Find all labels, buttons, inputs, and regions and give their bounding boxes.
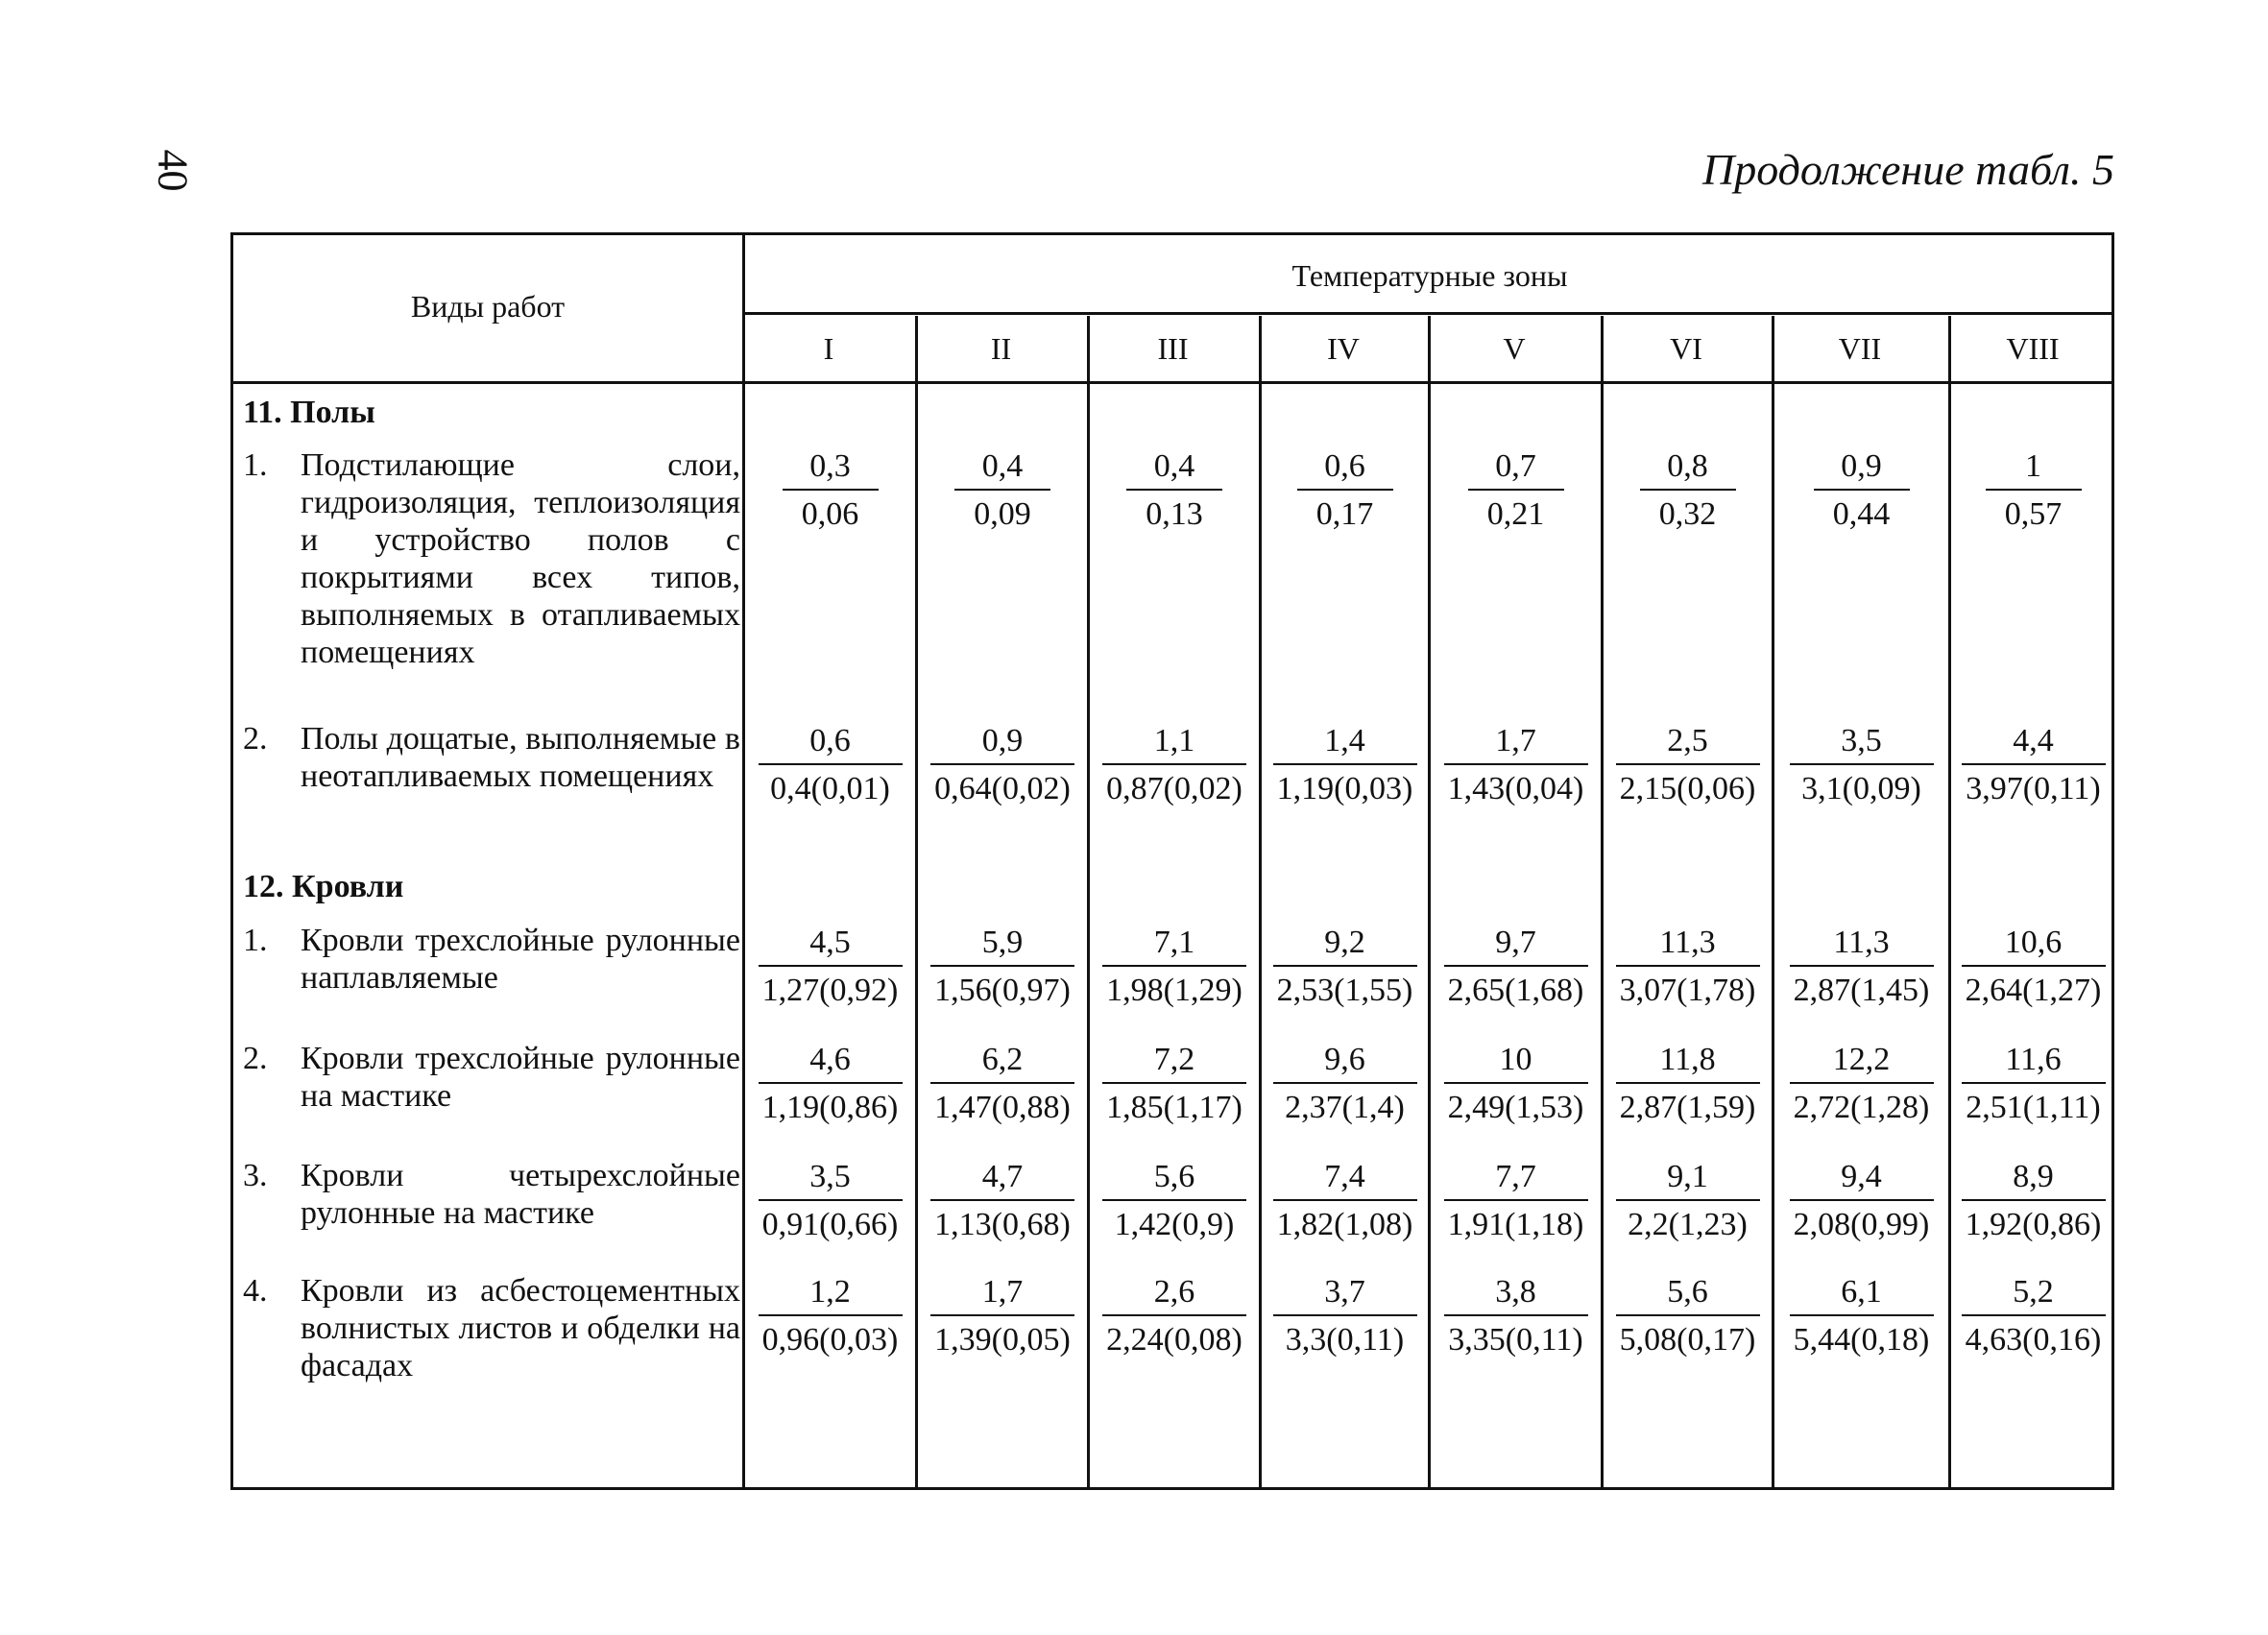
- value-numerator: 5,6: [1667, 1274, 1708, 1310]
- fraction-bar: [1986, 489, 2082, 491]
- value-denominator: 0,09: [974, 496, 1031, 532]
- value-cell: [1951, 925, 2115, 1009]
- value-cell: [1604, 1274, 1772, 1358]
- value-numerator: 2,6: [1153, 1274, 1195, 1310]
- value-numerator: 9,7: [1495, 925, 1536, 960]
- value-cell: [1951, 448, 2115, 533]
- fraction-bar: [759, 1082, 903, 1084]
- fraction-bar: [930, 763, 1074, 765]
- value-denominator: 1,42(0,9): [1114, 1207, 1235, 1242]
- value-denominator: 1,85(1,17): [1106, 1090, 1243, 1125]
- value-numerator: 2,5: [1667, 723, 1708, 758]
- value-cell: [918, 1274, 1087, 1358]
- value-denominator: 1,56(0,97): [934, 973, 1071, 1008]
- value-cell: [1431, 723, 1601, 807]
- value-cell: [1431, 1274, 1601, 1358]
- value-numerator: 7,7: [1495, 1159, 1536, 1194]
- row-number: 1.: [243, 923, 268, 958]
- row-number: 2.: [243, 1041, 268, 1076]
- value-denominator: 0,57: [2004, 496, 2063, 532]
- row-number: 1.: [243, 447, 268, 483]
- value-denominator: 5,44(0,18): [1793, 1322, 1930, 1358]
- fraction-bar: [1616, 965, 1760, 967]
- value-denominator: 2,72(1,28): [1793, 1090, 1930, 1125]
- value-denominator: 1,82(1,08): [1276, 1207, 1413, 1242]
- fraction-bar: [1273, 965, 1417, 967]
- row-description: Кровли четырехслойные рулонные на мастике: [301, 1158, 740, 1231]
- row-description: Подстилающие слои, гидроизоляция, теплоизоляция и устройство полов с покрытиями всех типов, выполняемых в отапливаемых помещениях: [301, 447, 740, 670]
- value-denominator: 3,1(0,09): [1801, 771, 1921, 806]
- value-denominator: 0,32: [1658, 496, 1717, 532]
- row-number: 3.: [243, 1158, 268, 1193]
- value-denominator: 1,43(0,04): [1447, 771, 1584, 806]
- zone-label-8: VIII: [2006, 331, 2060, 366]
- value-denominator: 2,87(1,59): [1619, 1090, 1756, 1125]
- value-denominator: 1,27(0,92): [761, 973, 899, 1008]
- group-title-floors: 11. Полы: [243, 395, 375, 430]
- zone-label-7: VII: [1838, 331, 1882, 366]
- fraction-bar: [1790, 1082, 1934, 1084]
- value-denominator: 3,35(0,11): [1448, 1322, 1583, 1358]
- fraction-bar: [1790, 1314, 1934, 1316]
- value-cell: [1774, 448, 1948, 533]
- value-numerator: 7,1: [1153, 925, 1195, 960]
- value-denominator: 3,3(0,11): [1285, 1322, 1405, 1358]
- value-numerator: 1,2: [809, 1274, 851, 1310]
- value-denominator: 2,37(1,4): [1285, 1090, 1405, 1125]
- fraction-bar: [1273, 1314, 1417, 1316]
- fraction-bar: [1962, 1314, 2106, 1316]
- value-cell: [1262, 723, 1428, 807]
- value-cell: [745, 1159, 915, 1243]
- fraction-bar: [1444, 1082, 1588, 1084]
- value-cell: [1090, 1274, 1259, 1358]
- zone-label-2: II: [990, 331, 1012, 366]
- value-cell: [1951, 723, 2115, 807]
- value-cell: [1090, 448, 1259, 533]
- value-denominator: 2,2(1,23): [1628, 1207, 1748, 1242]
- fraction-bar: [1616, 763, 1760, 765]
- row-number: 2.: [243, 721, 268, 757]
- value-denominator: 2,53(1,55): [1276, 973, 1413, 1008]
- header-bottom-rule: [233, 381, 2111, 384]
- value-numerator: 0,4: [981, 448, 1024, 484]
- fraction-bar: [1616, 1199, 1760, 1201]
- value-numerator: 5,2: [2013, 1274, 2054, 1310]
- value-numerator: 3,8: [1495, 1274, 1536, 1310]
- value-cell: [745, 448, 915, 533]
- value-denominator: 0,44: [1832, 496, 1891, 532]
- group-title-roofs: 12. Кровли: [243, 869, 404, 904]
- fraction-bar: [930, 1314, 1074, 1316]
- value-numerator: 0,8: [1667, 448, 1708, 484]
- fraction-bar: [1444, 965, 1588, 967]
- value-numerator: 11,6: [2005, 1042, 2062, 1077]
- value-numerator: 0,9: [981, 723, 1024, 758]
- fraction-bar: [1962, 763, 2106, 765]
- fraction-bar: [759, 965, 903, 967]
- value-cell: [1090, 1042, 1259, 1126]
- value-denominator: 0,91(0,66): [761, 1207, 899, 1242]
- value-cell: [1604, 448, 1772, 533]
- fraction-bar: [1102, 1082, 1246, 1084]
- fraction-bar: [1273, 1199, 1417, 1201]
- value-cell: [1774, 925, 1948, 1009]
- value-denominator: 1,91(1,18): [1447, 1207, 1584, 1242]
- fraction-bar: [1102, 965, 1246, 967]
- fraction-bar: [759, 1314, 903, 1316]
- data-table: [230, 232, 2114, 1490]
- row-description: Кровли трехслойные рулонные на мастике: [301, 1041, 740, 1114]
- value-cell: [1604, 723, 1772, 807]
- value-denominator: 2,24(0,08): [1106, 1322, 1243, 1358]
- value-denominator: 4,63(0,16): [1965, 1322, 2102, 1358]
- fraction-bar: [1814, 489, 1910, 491]
- value-cell: [1431, 1042, 1601, 1126]
- value-numerator: 0,4: [1153, 448, 1195, 484]
- value-numerator: 9,6: [1324, 1042, 1365, 1077]
- value-numerator: 6,2: [981, 1042, 1024, 1077]
- value-denominator: 1,19(0,86): [761, 1090, 899, 1125]
- value-numerator: 3,7: [1324, 1274, 1365, 1310]
- value-numerator: 1: [2025, 448, 2041, 484]
- fraction-bar: [1790, 763, 1934, 765]
- value-numerator: 6,1: [1841, 1274, 1882, 1310]
- value-cell: [1090, 925, 1259, 1009]
- fraction-bar: [1273, 763, 1417, 765]
- value-numerator: 9,2: [1324, 925, 1365, 960]
- page-number: 40: [149, 149, 197, 192]
- value-numerator: 4,7: [981, 1159, 1024, 1194]
- fraction-bar: [1962, 965, 2106, 967]
- fraction-bar: [1616, 1082, 1760, 1084]
- fraction-bar: [1444, 763, 1588, 765]
- value-numerator: 1,7: [981, 1274, 1024, 1310]
- fraction-bar: [1790, 1199, 1934, 1201]
- value-numerator: 5,9: [981, 925, 1024, 960]
- fraction-bar: [783, 489, 879, 491]
- value-numerator: 12,2: [1832, 1042, 1891, 1077]
- value-cell: [1774, 1042, 1948, 1126]
- value-denominator: 0,4(0,01): [770, 771, 890, 806]
- value-denominator: 1,19(0,03): [1276, 771, 1413, 806]
- value-denominator: 2,08(0,99): [1793, 1207, 1930, 1242]
- fraction-bar: [1962, 1199, 2106, 1201]
- value-cell: [1262, 1159, 1428, 1243]
- header-zones-rule: [742, 312, 2111, 315]
- value-numerator: 7,4: [1324, 1159, 1365, 1194]
- value-cell: [918, 1042, 1087, 1126]
- value-denominator: 3,97(0,11): [1966, 771, 2101, 806]
- value-cell: [1951, 1159, 2115, 1243]
- value-denominator: 1,92(0,86): [1965, 1207, 2102, 1242]
- value-denominator: 1,39(0,05): [934, 1322, 1071, 1358]
- value-cell: [745, 1042, 915, 1126]
- value-denominator: 1,98(1,29): [1106, 973, 1243, 1008]
- value-numerator: 10,6: [2004, 925, 2063, 960]
- fraction-bar: [1616, 1314, 1760, 1316]
- value-cell: [1090, 1159, 1259, 1243]
- value-denominator: 2,49(1,53): [1447, 1090, 1584, 1125]
- value-numerator: 0,6: [809, 723, 851, 758]
- zone-label-1: I: [823, 331, 834, 366]
- value-denominator: 0,06: [801, 496, 859, 532]
- value-denominator: 0,17: [1315, 496, 1374, 532]
- value-denominator: 2,65(1,68): [1447, 973, 1584, 1008]
- value-numerator: 1,7: [1495, 723, 1536, 758]
- value-cell: [745, 1274, 915, 1358]
- fraction-bar: [759, 1199, 903, 1201]
- value-denominator: 3,07(1,78): [1619, 973, 1756, 1008]
- value-cell: [745, 925, 915, 1009]
- value-cell: [1262, 925, 1428, 1009]
- value-cell: [918, 925, 1087, 1009]
- header-temperature-zones: Температурные зоны: [1291, 258, 1568, 293]
- value-denominator: 1,13(0,68): [934, 1207, 1071, 1242]
- fraction-bar: [759, 763, 903, 765]
- fraction-bar: [1640, 489, 1736, 491]
- value-cell: [1604, 925, 1772, 1009]
- row-description: Кровли из асбестоцементных волнистых листов и обделки на фасадах: [301, 1273, 740, 1383]
- value-numerator: 5,6: [1153, 1159, 1195, 1194]
- value-cell: [1431, 448, 1601, 533]
- value-numerator: 9,4: [1841, 1159, 1882, 1194]
- value-numerator: 0,3: [809, 448, 851, 484]
- value-cell: [1431, 925, 1601, 1009]
- value-cell: [1774, 1274, 1948, 1358]
- value-numerator: 11,3: [1833, 925, 1890, 960]
- fraction-bar: [1444, 1199, 1588, 1201]
- value-numerator: 0,6: [1324, 448, 1365, 484]
- value-cell: [1431, 1159, 1601, 1243]
- value-cell: [1774, 723, 1948, 807]
- fraction-bar: [930, 1199, 1074, 1201]
- value-numerator: 3,5: [809, 1159, 851, 1194]
- value-denominator: 5,08(0,17): [1619, 1322, 1756, 1358]
- fraction-bar: [1297, 489, 1393, 491]
- value-denominator: 0,13: [1146, 496, 1203, 532]
- zone-label-6: VI: [1670, 331, 1702, 366]
- value-numerator: 11,8: [1659, 1042, 1716, 1077]
- value-numerator: 3,5: [1841, 723, 1882, 758]
- table-continuation-caption: Продолжение табл. 5: [1702, 145, 2114, 194]
- value-numerator: 0,7: [1495, 448, 1536, 484]
- value-cell: [1951, 1042, 2115, 1126]
- zone-label-5: V: [1503, 331, 1526, 366]
- value-cell: [1262, 1042, 1428, 1126]
- fraction-bar: [1962, 1082, 2106, 1084]
- value-cell: [1951, 1274, 2115, 1358]
- value-denominator: 0,96(0,03): [761, 1322, 899, 1358]
- value-denominator: 2,15(0,06): [1619, 771, 1756, 806]
- value-numerator: 10: [1499, 1042, 1532, 1077]
- value-denominator: 0,64(0,02): [934, 771, 1071, 806]
- value-numerator: 4,5: [809, 925, 851, 960]
- value-numerator: 9,1: [1667, 1159, 1708, 1194]
- value-cell: [918, 1159, 1087, 1243]
- value-numerator: 11,3: [1659, 925, 1716, 960]
- fraction-bar: [1126, 489, 1222, 491]
- fraction-bar: [1790, 965, 1934, 967]
- fraction-bar: [1102, 763, 1246, 765]
- fraction-bar: [954, 489, 1050, 491]
- fraction-bar: [1468, 489, 1564, 491]
- row-description: Кровли трехслойные рулонные наплавляемые: [301, 923, 740, 996]
- value-cell: [1262, 448, 1428, 533]
- value-numerator: 4,6: [809, 1042, 851, 1077]
- fraction-bar: [1444, 1314, 1588, 1316]
- value-cell: [1262, 1274, 1428, 1358]
- value-numerator: 1,1: [1153, 723, 1195, 758]
- zone-label-4: IV: [1327, 331, 1360, 366]
- value-numerator: 0,9: [1841, 448, 1882, 484]
- value-denominator: 0,87(0,02): [1106, 771, 1243, 806]
- value-cell: [918, 448, 1087, 533]
- value-denominator: 2,51(1,11): [1966, 1090, 2101, 1125]
- value-numerator: 1,4: [1324, 723, 1365, 758]
- zone-label-3: III: [1157, 331, 1189, 366]
- value-cell: [745, 723, 915, 807]
- value-denominator: 2,64(1,27): [1965, 973, 2102, 1008]
- value-cell: [1090, 723, 1259, 807]
- value-denominator: 0,21: [1486, 496, 1545, 532]
- row-number: 4.: [243, 1273, 268, 1309]
- row-description: Полы дощатые, выполняемые в неотапливаемых помещениях: [301, 721, 740, 794]
- header-work-types: Виды работ: [410, 289, 566, 324]
- value-cell: [1774, 1159, 1948, 1243]
- fraction-bar: [930, 965, 1074, 967]
- fraction-bar: [930, 1082, 1074, 1084]
- value-cell: [1604, 1042, 1772, 1126]
- value-denominator: 2,87(1,45): [1793, 973, 1930, 1008]
- value-numerator: 7,2: [1153, 1042, 1195, 1077]
- value-denominator: 1,47(0,88): [934, 1090, 1071, 1125]
- value-cell: [918, 723, 1087, 807]
- value-numerator: 4,4: [2013, 723, 2054, 758]
- value-cell: [1604, 1159, 1772, 1243]
- fraction-bar: [1273, 1082, 1417, 1084]
- value-numerator: 8,9: [2013, 1159, 2054, 1194]
- fraction-bar: [1102, 1314, 1246, 1316]
- fraction-bar: [1102, 1199, 1246, 1201]
